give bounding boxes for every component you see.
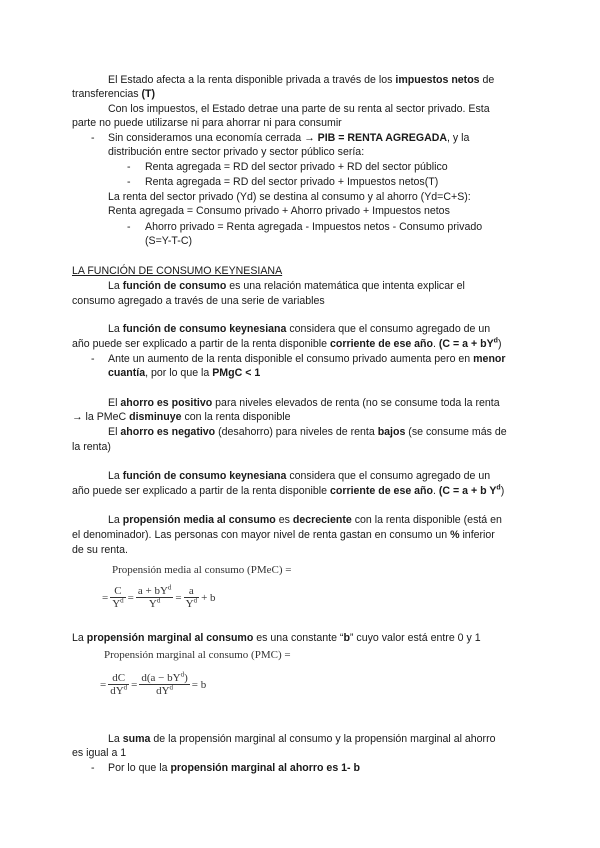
paragraph-line: la renta) bbox=[72, 441, 111, 453]
paragraph-line: La propensión media al consumo es decreciente con la renta disponible (está en bbox=[108, 514, 502, 526]
bullet-dash: - bbox=[91, 762, 95, 774]
fraction: $\frac{C}{Y^d}$ bbox=[112, 585, 124, 610]
paragraph-line: La función de consumo keynesiana considera que el consumo agregado de un bbox=[108, 470, 491, 482]
bullet-text: Ante un aumento de la renta disponible el consumo privado aumenta pero en menor bbox=[108, 353, 506, 365]
bullet-dash: - bbox=[127, 176, 131, 188]
paragraph-line: parte no puede utilizarse ni para ahorrar ni para consumir bbox=[72, 117, 342, 129]
bullet-text: Sin consideramos una economía cerrada → PIB = RENTA AGREGADA, y la bbox=[108, 132, 470, 144]
paragraph-line: La renta del sector privado (Yd) se destina al consumo y al ahorro (Yd=C+S): bbox=[108, 191, 471, 203]
sub-bullet-text: Ahorro privado = Renta agregada - Impuestos netos - Consumo privado bbox=[145, 221, 483, 233]
equation-pmc: Propensión marginal al consumo (PMC) = = $\frac{dC}{dY^d}$ = $\frac{d(a - bY^d)}{dY^d}$ = b bbox=[100, 649, 291, 697]
paragraph-line: Renta agregada = Consumo privado + Ahorro privado + Impuestos netos bbox=[108, 205, 450, 217]
bullet-dash: - bbox=[91, 353, 95, 365]
bullet-text: distribución entre sector privado y sector público sería: bbox=[108, 146, 365, 158]
paragraph-line: La propensión marginal al consumo es una constante “b” cuyo valor está entre 0 y 1 bbox=[72, 632, 481, 644]
equation-pmec: Propensión media al consumo (PMeC) = = $\frac{C}{Y^d}$ = $\frac{a + bY^d}{Y^d}$ = $\frac{a}{Y^d}$ + b bbox=[102, 564, 292, 610]
fraction: $\frac{d(a - bY^d)}{dY^d}$ bbox=[141, 670, 188, 697]
bullet-dash: - bbox=[127, 161, 131, 173]
paragraph-line: el denominador). Las personas con mayor nivel de renta gastan en consumo un % inferior bbox=[72, 529, 495, 541]
paragraph-line: de su renta. bbox=[72, 544, 128, 556]
paragraph-line: La suma de la propensión marginal al consumo y la propensión marginal al ahorro bbox=[108, 733, 496, 745]
paragraph-line: año puede ser explicado a partir de la renta disponible corriente de ese año. (C = a + b $Y^d$) bbox=[72, 484, 505, 497]
bullet-dash: - bbox=[91, 132, 95, 144]
paragraph-line: año puede ser explicado a partir de la renta disponible corriente de ese año. $(C = a + bY^d)$ bbox=[72, 337, 502, 350]
fraction: $\frac{dC}{dY^d}$ bbox=[110, 672, 128, 697]
paragraph-line: → la PMeC disminuye con la renta disponible bbox=[72, 411, 291, 423]
section-heading: LA FUNCIÓN DE CONSUMO KEYNESIANA bbox=[72, 265, 283, 277]
paragraph-line: El Estado afecta a la renta disponible privada a través de los impuestos netos de bbox=[108, 74, 495, 86]
fraction: $\frac{a + bY^d}{Y^d}$ bbox=[137, 583, 172, 610]
bullet-text: cuantía, por lo que la PMgC < 1 bbox=[108, 367, 261, 379]
paragraph-line: El ahorro es negativo (desahorro) para niveles de renta bajos (se consume más de bbox=[108, 426, 507, 438]
paragraph-line: El ahorro es positivo para niveles elevados de renta (no se consume toda la renta bbox=[108, 397, 500, 409]
paragraph-line: es igual a 1 bbox=[72, 747, 127, 759]
paragraph-line: Con los impuestos, el Estado detrae una parte de su renta al sector privado. Esta bbox=[108, 103, 490, 115]
paragraph-line: consumo agregado a través de una serie de variables bbox=[72, 295, 325, 307]
fraction: $\frac{a}{Y^d}$ bbox=[185, 585, 198, 610]
paragraph-line: La función de consumo keynesiana considera que el consumo agregado de un bbox=[108, 323, 491, 335]
sub-bullet-text: (S=Y-T-C) bbox=[145, 235, 192, 247]
equation-label: Propensión media al consumo (PMeC) = bbox=[112, 564, 292, 576]
bullet-dash: - bbox=[127, 221, 131, 233]
equation-label: Propensión marginal al consumo (PMC) = bbox=[104, 649, 291, 661]
sub-bullet-text: Renta agregada = RD del sector privado + RD del sector público bbox=[145, 161, 448, 173]
bullet-text: Por lo que la propensión marginal al ahorro es 1- b bbox=[108, 762, 360, 774]
sub-bullet-text: Renta agregada = RD del sector privado + Impuestos netos(T) bbox=[145, 176, 439, 188]
paragraph-line: transferencias (T) bbox=[72, 88, 156, 100]
paragraph-line: La función de consumo es una relación matemática que intenta explicar el bbox=[108, 280, 465, 292]
